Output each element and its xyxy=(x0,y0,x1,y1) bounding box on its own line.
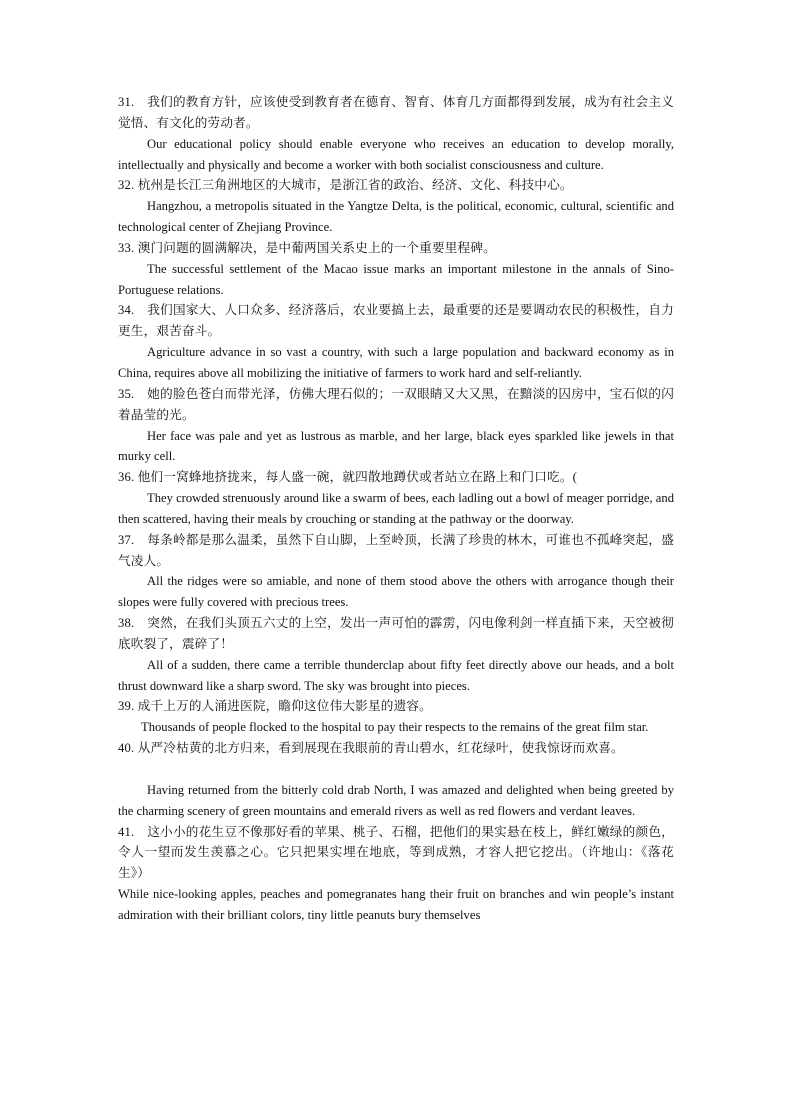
entry-33-chinese: 33. 澳门问题的圆满解决，是中葡两国关系史上的一个重要里程碑。 xyxy=(118,240,496,255)
entry-31-english: Our educational policy should enable everyone who receives an education to develop morally, intellectually and physically and become a worker with both socialist consciousness and culture. xyxy=(118,136,674,172)
entry-34-chinese: 34. 我们国家大、人口众多、经济落后，农业要搞上去，最重要的还是要调动农民的积极性，自力更生，艰苦奋斗。 xyxy=(118,303,674,339)
entry-31-chinese: 31. 我们的教育方针，应该使受到教育者在德育、智育、体育几方面都得到发展，成为有社会主义觉悟、有文化的劳动者。 xyxy=(118,95,674,130)
entry-37-chinese: 37. 每条岭都是那么温柔，虽然下自山脚，上至岭顶，长满了珍贵的林木，可谁也不孤峰突起，盛气凌人。 xyxy=(118,532,674,568)
entry-40-chinese: 40. 从严冷枯黄的北方归来，看到展现在我眼前的青山碧水，红花绿叶，使我惊讶而欢喜。 xyxy=(118,741,624,756)
entry-41-english: While nice-looking apples, peaches and pomegranates hang their fruit on branches and win people’s instant admiration with their brilliant colors, tiny little peanuts bury themselves xyxy=(118,887,674,922)
entry-39-english: Thousands of people flocked to the hospital to pay their respects to the remains of the great film star. xyxy=(141,720,649,735)
entry-32-chinese: 32. 杭州是长江三角洲地区的大城市，是浙江省的政治、经济、文化、科技中心。 xyxy=(118,178,573,193)
entry-41-chinese: 41. 这小小的花生豆不像那好看的苹果、桃子、石榴，把他们的果实悬在枝上，鲜红嫩绿的颜色，令人一望而发生羡慕之心。它只把果实埋在地底，等到成熟，才容人把它挖出。（许地山：《落花生》） xyxy=(118,824,674,881)
entry-34-english: Agriculture advance in so vast a country, with such a large population and backward economy as in China, requires above all mobilizing the initiative of farmers to work hard and self-reliantly. xyxy=(118,345,674,380)
entry-37-english: All the ridges were so amiable, and none of them stood above the others with arrogance though their slopes were fully covered with precious trees. xyxy=(118,574,674,610)
entry-35-chinese: 35. 她的脸色苍白而带光泽，仿佛大理石似的；一双眼睛又大又黑，在黯淡的囚房中，宝石似的闪着晶莹的光。 xyxy=(118,386,674,422)
entry-36-english: They crowded strenuously around like a swarm of bees, each ladling out a bowl of meager porridge, and then scattered, having their meals by crouching or standing at the pathway or the doorway. xyxy=(118,491,674,526)
entry-38-chinese: 38. 突然，在我们头顶五六丈的上空，发出一声可怕的霹雳，闪电像利剑一样直插下来，天空被彻底吹裂了，震碎了！ xyxy=(118,616,674,651)
document-page xyxy=(118,92,674,926)
entry-38-english: All of a sudden, there came a terrible thunderclap about fifty feet directly above our heads, and a bolt thrust downward like a sharp sword. The sky was brought into pieces. xyxy=(118,657,674,693)
entry-39-chinese: 39. 成千上万的人涌进医院，瞻仰这位伟大影星的遗容。 xyxy=(118,699,432,714)
entry-33-english: The successful settlement of the Macao issue marks an important milestone in the annals of Sino-Portuguese relations. xyxy=(118,261,674,297)
entry-35-english: Her face was pale and yet as lustrous as marble, and her large, black eyes sparkled like jewels in that murky cell. xyxy=(118,428,674,464)
entry-32-english: Hangzhou, a metropolis situated in the Yangtze Delta, is the political, economic, cultural, scientific and technological center of Zhejiang Province. xyxy=(118,199,674,235)
entry-36-chinese: 36. 他们一窝蜂地挤拢来，每人盛一碗，就四散地蹲伏或者站立在路上和门口吃。( xyxy=(118,470,578,485)
entry-40-english: Having returned from the bitterly cold drab North, I was amazed and delighted when being greeted by the charming scenery of green mountains and emerald rivers as well as red flowers and verdant leaves. xyxy=(118,782,674,818)
blank-line xyxy=(118,759,674,780)
